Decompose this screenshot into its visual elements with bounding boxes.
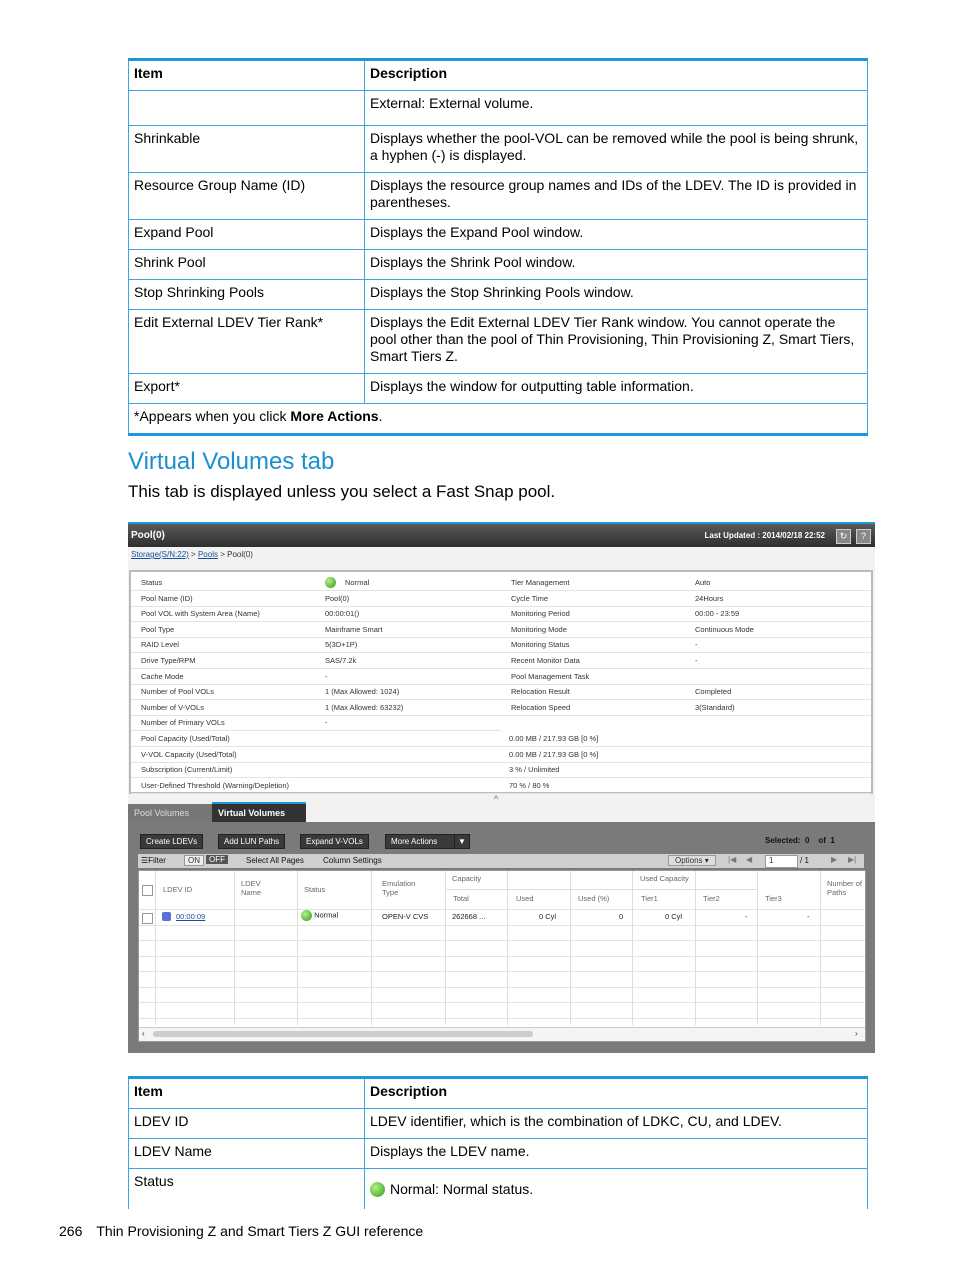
page-next-icon[interactable]: ▶ — [831, 855, 838, 864]
page-first-icon[interactable]: |◀ — [728, 855, 737, 864]
info-value: 3 % / Unlimited — [509, 765, 560, 775]
info-row — [501, 606, 871, 622]
total-cell: 262668 ... — [452, 912, 486, 921]
info-value: 00:00:01() — [325, 609, 360, 619]
info-value: - — [695, 640, 698, 650]
select-all-pages-button[interactable]: Select All Pages — [246, 856, 304, 865]
page-prev-icon[interactable]: ◀ — [746, 855, 753, 864]
info-value: Completed — [695, 687, 732, 697]
breadcrumb — [131, 550, 253, 559]
info-label: Status — [141, 578, 163, 587]
table-row — [129, 220, 868, 250]
header-used[interactable]: Used — [516, 894, 534, 903]
more-actions-button[interactable]: More Actions — [385, 834, 457, 849]
info-label: Relocation Result — [511, 687, 570, 697]
info-label: Pool Management Task — [511, 671, 590, 681]
ldev-volume-icon — [162, 912, 171, 921]
status-desc-text: Normal: Normal status. — [390, 1181, 534, 1197]
row-description: Displays the window for outputting table information. — [365, 374, 868, 404]
row-item: Shrink Pool — [129, 250, 365, 280]
info-row — [131, 591, 501, 607]
info-value: 5(3D+1P) — [325, 640, 358, 650]
row-item: Stop Shrinking Pools — [129, 280, 365, 310]
info-row — [501, 575, 871, 591]
options-dropdown[interactable]: Options ▾ — [668, 855, 716, 866]
selection-count — [765, 836, 835, 845]
used-pct-cell: 0 — [619, 912, 624, 921]
status-text: Normal — [314, 910, 339, 920]
row-description: Displays the resource group names and IDs of the LDEV. The ID is provided in parentheses. — [365, 173, 868, 220]
filter-on-toggle[interactable]: ON — [184, 855, 204, 866]
table-row — [129, 173, 868, 220]
row-item: LDEV ID — [129, 1109, 365, 1139]
table-row — [129, 374, 868, 404]
row-item: Resource Group Name (ID) — [129, 173, 365, 220]
info-value: 3(Standard) — [695, 702, 735, 712]
breadcrumb-current: Pool(0) — [227, 550, 253, 559]
row-description: Displays the Expand Pool window. — [365, 220, 868, 250]
table-row — [129, 250, 868, 280]
footnote-suffix: . — [378, 408, 383, 424]
info-row — [131, 575, 501, 591]
tier2-cell: - — [745, 912, 748, 921]
used-cell: 0 Cyl — [539, 912, 557, 921]
info-row — [501, 622, 871, 638]
info-value: Continuous Mode — [695, 624, 754, 634]
collapse-icon[interactable]: ^ — [494, 794, 499, 804]
info-label: Pool Type — [141, 624, 175, 634]
select-all-checkbox[interactable] — [142, 885, 153, 896]
table-row — [129, 91, 868, 126]
horizontal-scrollbar[interactable] — [139, 1027, 865, 1041]
info-value: - — [325, 718, 328, 728]
info-label: Pool Name (ID) — [141, 593, 193, 603]
page-number: 266 — [59, 1223, 83, 1239]
info-label: Cycle Time — [511, 593, 549, 603]
expand-vvols-button[interactable]: Expand V-VOLs — [300, 834, 369, 849]
info-row — [131, 669, 501, 685]
row-item: Status — [129, 1169, 365, 1210]
info-value: - — [325, 671, 328, 681]
table-row — [129, 1169, 868, 1210]
emulation-type-cell: OPEN-V CVS — [382, 912, 429, 921]
header-ldev-id[interactable]: LDEV ID — [163, 885, 193, 894]
filter-button[interactable]: ☰Filter — [141, 856, 166, 865]
section-title: Virtual Volumes tab — [128, 448, 335, 475]
table-row — [129, 280, 868, 310]
info-row — [131, 684, 501, 700]
info-row — [131, 700, 501, 716]
info-value: 0.00 MB / 217.93 GB [0 %] — [509, 749, 599, 759]
options-label: Options — [675, 856, 703, 865]
info-label: Monitoring Mode — [511, 624, 567, 634]
info-row — [501, 591, 871, 607]
info-label: Monitoring Status — [511, 640, 570, 650]
table-header-row — [129, 1078, 868, 1109]
row-item: Edit External LDEV Tier Rank* — [129, 310, 365, 374]
row-description: External: External volume. — [365, 91, 868, 126]
header-used-capacity: Used Capacity — [640, 874, 689, 883]
info-label: Drive Type/RPM — [141, 656, 196, 665]
info-value: 1 (Max Allowed: 63232) — [325, 702, 404, 712]
header-total[interactable]: Total — [453, 894, 469, 903]
row-description — [365, 1169, 868, 1210]
item-description-table-2 — [128, 1076, 868, 1209]
status-normal-icon — [325, 577, 336, 588]
table-header-row — [129, 60, 868, 91]
page-last-icon[interactable]: ▶| — [848, 855, 857, 864]
last-updated: Last Updated : 2014/02/18 22:52 — [704, 531, 825, 540]
info-value: - — [695, 656, 698, 665]
info-value: SAS/7.2k — [325, 656, 357, 665]
filter-bar — [138, 854, 864, 868]
info-value: 00:00 - 23:59 — [695, 609, 740, 619]
info-label: Recent Monitor Data — [511, 656, 580, 665]
virtual-volumes-panel — [128, 822, 875, 1053]
info-value: Pool(0) — [325, 593, 350, 603]
scroll-left-icon[interactable]: ‹ — [142, 1029, 145, 1038]
info-value: Normal — [345, 578, 370, 587]
tier3-cell: - — [807, 912, 810, 921]
breadcrumb-pools[interactable]: Pools — [197, 550, 218, 559]
row-description: Displays the Shrink Pool window. — [365, 250, 868, 280]
info-value: Auto — [695, 578, 711, 587]
info-label: RAID Level — [141, 640, 179, 650]
header-emulation-type[interactable]: Emulation Type — [382, 879, 416, 897]
window-titlebar — [128, 522, 875, 547]
header-description: Description — [365, 60, 868, 91]
virtual-volumes-grid — [138, 870, 866, 1042]
header-description: Description — [365, 1078, 868, 1109]
help-icon[interactable]: ? — [856, 529, 871, 544]
row-item: Shrinkable — [129, 126, 365, 173]
info-value: 24Hours — [695, 593, 724, 603]
info-row — [131, 715, 501, 731]
info-label: Number of V-VOLs — [141, 702, 204, 712]
total-count: 1 — [830, 836, 835, 845]
info-row — [501, 637, 871, 653]
selected-label: Selected: — [765, 836, 801, 845]
table-row — [129, 126, 868, 173]
info-label: Number of Pool VOLs — [141, 687, 214, 697]
row-item: Expand Pool — [129, 220, 365, 250]
breadcrumb-sep: > — [191, 550, 196, 559]
of-label: of — [818, 836, 826, 845]
status-cell — [301, 910, 338, 921]
info-row — [501, 669, 871, 685]
pool-screenshot — [128, 522, 875, 1053]
row-description: Displays whether the pool-VOL can be removed while the pool is being shrunk, a hyphen (-) is displayed. — [365, 126, 868, 173]
row-description: LDEV identifier, which is the combination of LDKC, CU, and LDEV. — [365, 1109, 868, 1139]
header-tier3[interactable]: Tier3 — [765, 894, 782, 903]
row-description: Displays the LDEV name. — [365, 1139, 868, 1169]
item-description-table-1 — [128, 58, 868, 436]
info-label: Relocation Speed — [511, 702, 571, 712]
table-row — [129, 1139, 868, 1169]
header-number-of-paths[interactable]: Number of Paths — [827, 879, 863, 897]
info-value: 0.00 MB / 217.93 GB [0 %] — [509, 734, 599, 743]
footer-title: Thin Provisioning Z and Smart Tiers Z GUI reference — [96, 1223, 424, 1239]
table-row — [129, 1109, 868, 1139]
create-ldevs-button[interactable]: Create LDEVs — [140, 834, 203, 849]
info-row — [131, 731, 871, 747]
row-item — [129, 91, 365, 126]
window-title: Pool(0) — [131, 530, 165, 541]
info-row — [501, 653, 871, 669]
status-normal-icon — [301, 910, 312, 921]
column-settings-button[interactable]: Column Settings — [323, 856, 382, 865]
info-row — [501, 684, 871, 700]
info-label: Subscription (Current/Limit) — [141, 765, 233, 775]
pool-info-panel — [129, 570, 873, 794]
header-tier2[interactable]: Tier2 — [703, 894, 720, 903]
info-row — [131, 762, 871, 778]
page-total: / 1 — [800, 856, 809, 865]
tab-pool-volumes[interactable]: Pool Volumes — [128, 804, 212, 822]
info-label: Monitoring Period — [511, 609, 570, 619]
table-footnote — [129, 404, 868, 435]
breadcrumb-storage[interactable]: Storage(S/N:22) — [131, 550, 189, 559]
header-ldev-name[interactable]: LDEV Name — [241, 879, 262, 897]
info-label: Cache Mode — [141, 671, 184, 681]
info-row — [131, 637, 501, 653]
scroll-thumb[interactable] — [153, 1031, 533, 1037]
info-label: Tier Management — [511, 578, 570, 587]
table-row — [129, 310, 868, 374]
header-capacity: Capacity — [452, 874, 482, 883]
header-item: Item — [129, 1078, 365, 1109]
table-footnote-row — [129, 404, 868, 435]
row-item: LDEV Name — [129, 1139, 365, 1169]
info-row — [131, 778, 871, 794]
filter-off-toggle[interactable]: OFF — [206, 855, 228, 864]
ldev-id-link[interactable]: 00:00:09 — [176, 912, 206, 921]
normal-status-icon — [370, 1182, 385, 1197]
info-row — [501, 700, 871, 716]
add-lun-paths-button[interactable]: Add LUN Paths — [218, 834, 285, 849]
filter-label: Filter — [148, 856, 166, 865]
header-used-pct[interactable]: Used (%) — [578, 894, 610, 903]
info-label: Number of Primary VOLs — [141, 718, 225, 728]
row-item: Export* — [129, 374, 365, 404]
page-input[interactable]: 1 — [765, 855, 798, 868]
info-value: 70 % / 80 % — [509, 780, 550, 790]
info-row — [131, 622, 501, 638]
info-label: V-VOL Capacity (Used/Total) — [141, 749, 237, 759]
info-label: Pool VOL with System Area (Name) — [141, 609, 260, 619]
info-row — [131, 747, 871, 763]
row-checkbox[interactable] — [142, 913, 153, 924]
scroll-right-icon[interactable]: › — [855, 1029, 858, 1038]
tier1-cell: 0 Cyl — [665, 912, 683, 921]
header-item: Item — [129, 60, 365, 91]
row-description: Displays the Edit External LDEV Tier Rank window. You cannot operate the pool other than the pool of Thin Provisioning, Thin Provisioning Z, Smart Tiers, Smart Tiers Z. — [365, 310, 868, 374]
info-value: Mainframe Smart — [325, 624, 383, 634]
info-label: User-Defined Threshold (Warning/Depletion) — [141, 780, 289, 790]
footnote-text: *Appears when you click — [134, 408, 291, 424]
section-text: This tab is displayed unless you select a Fast Snap pool. — [128, 482, 556, 501]
tab-virtual-volumes[interactable]: Virtual Volumes — [212, 802, 306, 822]
footnote-bold: More Actions — [290, 408, 379, 424]
info-value: 1 (Max Allowed: 1024) — [325, 687, 400, 697]
header-tier1[interactable]: Tier1 — [641, 894, 658, 903]
more-actions-dropdown-icon[interactable]: ▼ — [454, 834, 470, 849]
breadcrumb-sep: > — [220, 550, 225, 559]
row-description: Displays the Stop Shrinking Pools window. — [365, 280, 868, 310]
info-row — [131, 606, 501, 622]
header-status[interactable]: Status — [304, 885, 326, 894]
info-row — [131, 653, 501, 669]
info-label: Pool Capacity (Used/Total) — [141, 734, 230, 743]
refresh-icon[interactable]: ↻ — [836, 529, 851, 544]
selected-count: 0 — [805, 836, 810, 845]
page-footer — [59, 1223, 437, 1239]
